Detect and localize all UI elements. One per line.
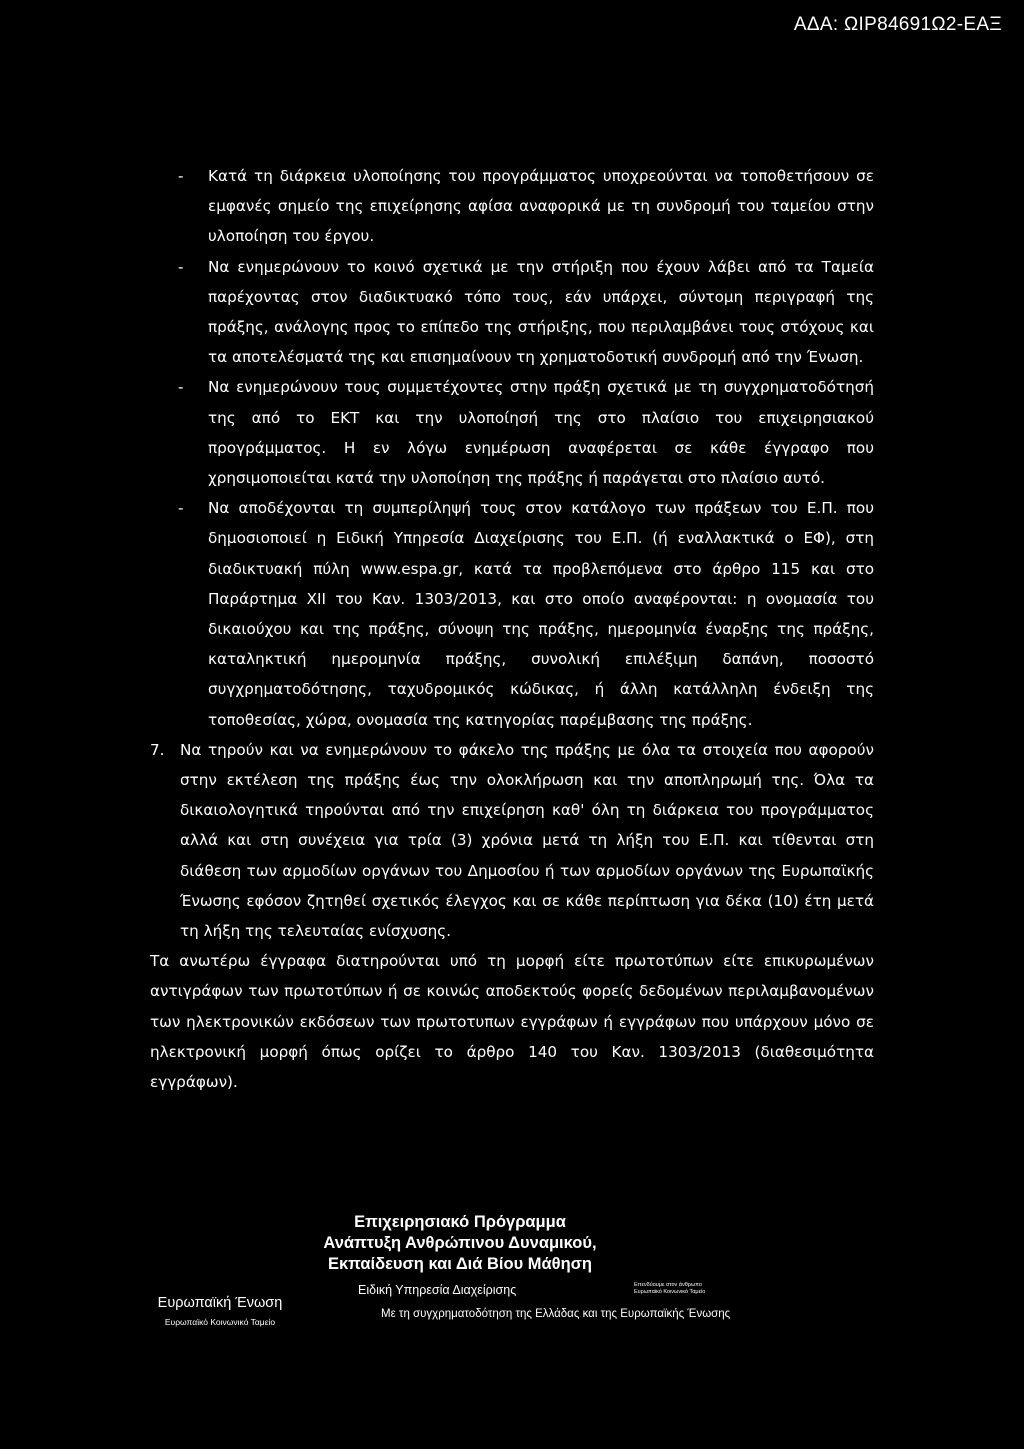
bullet-text: Να αποδέχονται τη συμπερίληψή τους στον κατάλογο των πράξεων του Ε.Π. που δημοσιοποιεί η Ειδική Υπηρεσία Διαχείρισης του Ε.Π. (ή εναλλακτικά ο ΕΦ), στη διαδικτυακή πύλη www.espa.gr, κατά τα προβλεπόμενα στο άρθρο 115 και στο Παράρτημα XII του Καν. 1303/2013, και στο οποίο αναφέρονται: η ονομασία του δικαιούχου και της πράξης, σύνοψη της πράξης, ημερομηνία έναρξης της πράξης, καταληκτική ημερομηνία πράξης, συνολική επιλέξιμη δαπάνη, ποσοστό συγχρηματοδότησης, ταχυδρομικός κώδικας, ή άλλη κατάλληλη ένδειξη της τοποθεσίας, χώρα, ονομασία της κατηγορίας παρέμβασης της πράξης. (208, 499, 874, 729)
program-line-1: Επιχειρησιακό Πρόγραμμα (354, 1213, 566, 1231)
bullet-inform-public (150, 252, 874, 373)
managing-authority: Ειδική Υπηρεσία Διαχείρισης (358, 1283, 517, 1297)
document-body (150, 161, 874, 1097)
bullet-inform-participants (150, 372, 874, 493)
bullet-dash: - (178, 167, 184, 185)
program-title (290, 1212, 630, 1275)
bullet-dash: - (178, 378, 184, 397)
bullet-dash: - (178, 257, 184, 276)
closing-paragraph: Τα ανωτέρω έγγραφα διατηρούνται υπό τη μορφή είτε πρωτοτύπων είτε επικυρωμένων αντιγράφων των πρωτοτύπων ή σε κοινώς αποδεκτούς φορείς δεδομένων περιλαμβανομένων των ηλεκτρονικών εκδόσεων των πρωτοτυπων εγγράφων ή εγγράφων που υπάρχουν μόνο σε ηλεκτρονική μορφή όπως ορίζει το άρθρο 140 του Καν. 1303/2013 (διαθεσιμότητα εγγράφων). (150, 952, 874, 1092)
esf-slogan: Επενδύουμε στον άνθρωπο (634, 1282, 702, 1288)
numbered-item-7 (150, 735, 874, 946)
esf-logo-block (634, 1282, 754, 1296)
bullet-text: Να ενημερώνουν τους συμμετέχοντες στην πράξη σχετικά με τη συγχρηματοδότησή της από το ΕΚΤ και την υλοποίησή της στο πλαίσιο του επιχειρησιακού προγράμματος. Η εν λόγω ενημέρωση αναφέρεται σε κάθε έγγραφο που χρησιμοποιείται κατά την υλοποίηση της πράξης ή παράγεται στο πλαίσιο αυτό. (208, 378, 874, 488)
esf-fund: Ευρωπαϊκό Κοινωνικό Ταμείο (634, 1289, 706, 1295)
eu-fund: Ευρωπαϊκό Κοινωνικό Ταμείο (164, 1317, 276, 1327)
bullet-dash: - (178, 499, 184, 518)
bullet-text: Να ενημερώνουν το κοινό σχετικά με την στήριξη που έχουν λάβει από τα Ταμεία παρέχοντας στον διαδικτυακό τόπο τους, εάν υπάρχει, σύντομη περιγραφή της πράξης, ανάλογης προς το επίπεδο της στήριξης, που περιλαμβάνει τους στόχους και τα αποτελέσματά της και επισημαίνουν τη χρηματοδοτική συνδρομή από την Ένωση. (208, 257, 874, 367)
item-text: Να τηρούν και να ενημερώνουν το φάκελο της πράξης με όλα τα στοιχεία που αφορούν στην εκτέλεση της πράξης έως την ολοκλήρωση και την αποπληρωμή της. Όλα τα δικαιολογητικά τηρούνται από την επιχείρηση καθ' όλη τη διάρκεια του προγράμματος αλλά και στη συνέχεια για τρία (3) χρόνια μετά τη λήξη του Ε.Π. και τίθενται στη διάθεση των αρμοδίων οργάνων του Δημοσίου ή των αρμοδίων οργάνων της Ευρωπαϊκής Ένωσης εφόσον ζητηθεί σχετικός έλεγχος και σε κάθε περίπτωση για δέκα (10) έτη μετά τη λήξη της τελευταίας ενίσχυσης. (180, 740, 874, 941)
eu-title: Ευρωπαϊκή Ένωση (157, 1295, 283, 1311)
cofinancing-note: Με τη συγχρηματοδότηση της Ελλάδας και της Ευρωπαϊκής Ένωσης (381, 1308, 731, 1320)
ada-code: ΑΔΑ: ΩΙΡ84691Ω2-ΕΑΞ (793, 14, 1002, 35)
eu-logo-block (146, 1294, 294, 1328)
bullet-text: Κατά τη διάρκεια υλοποίησης του προγράμματος υποχρεούνται να τοποθετήσουν σε εμφανές σημείο της επιχείρησης αφίσα αναφορικά με τη συνδρομή του ταμείου στην υλοποίηση του έργου. (208, 167, 874, 246)
item-number: 7. (150, 740, 165, 759)
bullet-list-inclusion (150, 493, 874, 735)
bullet-poster (150, 161, 874, 252)
program-line-3: Εκπαίδευση και Διά Βίου Μάθηση (327, 1255, 593, 1273)
program-line-2: Ανάπτυξη Ανθρώπινου Δυναμικού, (323, 1234, 597, 1252)
